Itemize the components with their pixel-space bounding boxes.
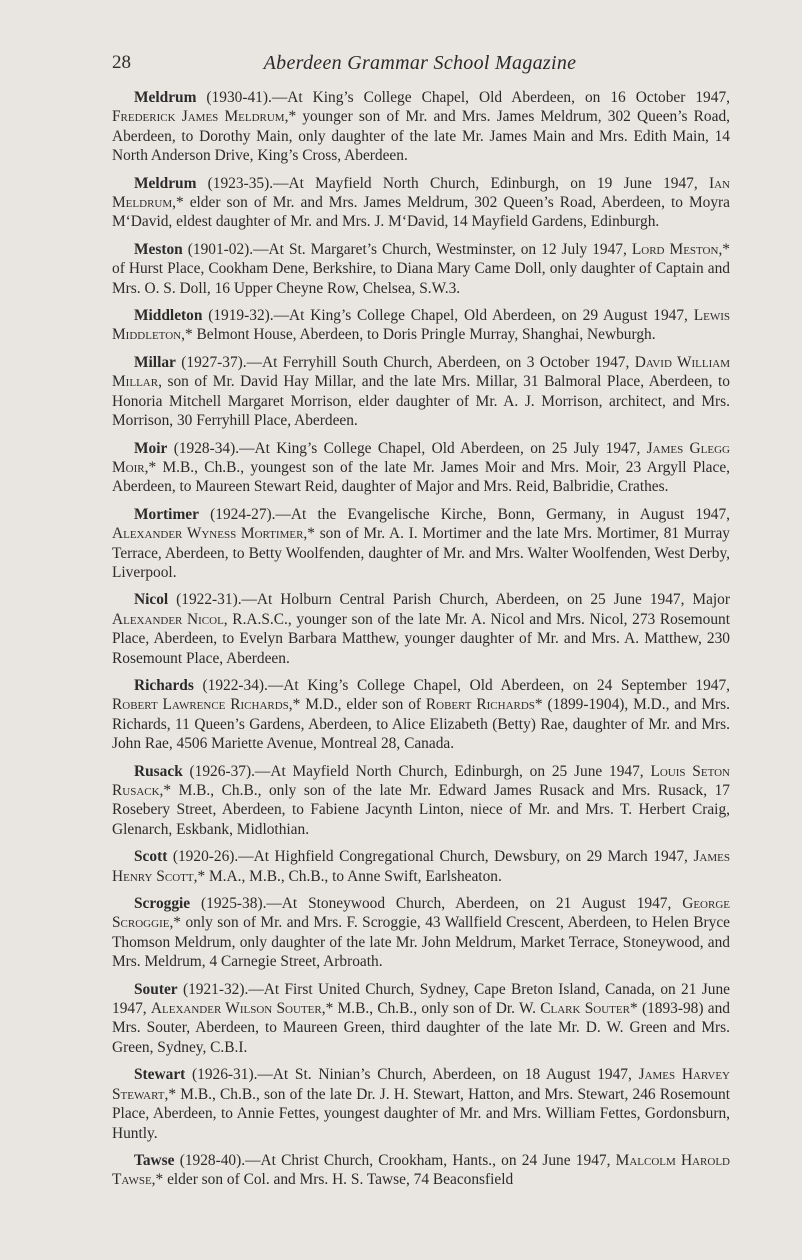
marriage-entry — [112, 353, 730, 431]
marriage-entry — [112, 980, 730, 1058]
entry-text: son of Mr. David Hay Millar, and the late Mrs. Millar, 31 Balmoral Place, Aberdeen, to Honoria Mitchell Margaret Morrison, elder daughter of Mr. A. J. Morrison, architect, and Mrs. Morrison, 30 Ferryhill Place, Aberdeen. — [112, 373, 730, 430]
person-name: James Henry Scott, — [112, 848, 730, 885]
person-name: James Glegg Moir, — [112, 439, 730, 476]
entry-surname: Scroggie — [134, 895, 191, 913]
entry-text: (1928-40).—At Christ Church, Crookham, Hants., on 24 June 1947, — [174, 1151, 616, 1169]
person-name: Alexander Wyness Mortimer, — [112, 525, 308, 543]
entry-text: (1901-02).—At St. Margaret’s Church, Westminster, on 12 July 1947, — [182, 240, 632, 258]
marriage-entry — [112, 762, 730, 840]
entry-surname: Moir — [134, 439, 168, 457]
entry-text: * elder son of Col. and Mrs. H. S. Tawse, 74 Beaconsfield — [155, 1171, 514, 1189]
marriage-entry — [112, 174, 730, 232]
entry-text: * son of Mr. A. I. Mortimer and the late Mrs. Mortimer, 81 Murray Terrace, Aberdeen, to Betty Woolfenden, daughter of Mr. and Mrs. Walter Woolfenden, West Derby, Liverpool. — [112, 525, 730, 581]
person-name: Robert Richards — [425, 696, 535, 714]
entry-text: R.A.S.C., younger son of the late Mr. A. Nicol and Mrs. Nicol, 273 Rosemount Place, Aberdeen, to Evelyn Barbara Matthew, younger daughter of Mr. and Mrs. A. Matthew, 230 Rosemount Place, Aberdeen. — [112, 610, 730, 667]
entry-surname: Scott — [134, 848, 168, 866]
marriage-entry — [112, 240, 730, 298]
entry-surname: Tawse — [134, 1151, 175, 1169]
entry-text: * (1893-98) and Mrs. Souter, Aberdeen, to Maureen Green, third daughter of the late Mr. D. W. Green and Mrs. Green, Sydney, C.B.I. — [112, 1000, 730, 1056]
entry-surname: Meldrum — [134, 174, 197, 192]
entry-text: (1922-31).—At Holburn Central Parish Church, Aberdeen, on 25 June 1947, Major — [168, 591, 730, 609]
person-name: Clark Souter — [540, 1000, 630, 1018]
entry-text: * M.A., M.B., Ch.B., to Anne Swift, Earlsheaton. — [197, 867, 502, 885]
marriage-entry — [112, 847, 730, 886]
person-name: Malcolm Harold Tawse, — [112, 1151, 731, 1189]
person-name: Lord Meston, — [631, 240, 723, 258]
person-name: Lewis Middleton, — [112, 307, 730, 344]
entry-text: (1920-26).—At Highfield Congregational Church, Dewsbury, on 29 March 1947, — [167, 848, 694, 866]
entry-surname: Mortimer — [134, 505, 199, 523]
entry-surname: Souter — [134, 980, 178, 998]
marriage-entry — [112, 1151, 730, 1190]
marriage-entry — [112, 894, 730, 972]
entry-text: * M.B., Ch.B., son of the late Dr. J. H. Stewart, Hatton, and Mrs. Stewart, 246 Rosemount Place, Aberdeen, to Annie Fettes, youngest daughter of Mr. and Mrs. William Fettes, Gordonsburn, Huntly. — [112, 1085, 730, 1142]
person-name: David William Millar, — [112, 353, 730, 391]
person-name: James Harvey Stewart, — [112, 1066, 730, 1103]
entry-text: (1924-27).—At the Evangelische Kirche, Bonn, Germany, in August 1947, — [198, 505, 730, 523]
person-name: Alexander Wilson Souter, — [150, 1000, 326, 1018]
entry-text: (1930-41).—At King’s College Chapel, Old Aberdeen, on 16 October 1947, — [196, 89, 730, 106]
entry-surname: Rusack — [134, 762, 183, 780]
entry-text: (1923-35).—At Mayfield North Church, Edinburgh, on 19 June 1947, — [196, 174, 709, 192]
marriage-entry — [112, 1065, 730, 1143]
entry-text: (1927-37).—At Ferryhill South Church, Aberdeen, on 3 October 1947, — [175, 353, 635, 371]
entry-text: * Belmont House, Aberdeen, to Doris Pringle Murray, Shanghai, Newburgh. — [184, 326, 656, 344]
person-name: Frederick James Meldrum, — [112, 108, 289, 126]
page-header — [112, 52, 728, 82]
entry-surname: Stewart — [134, 1066, 186, 1084]
entry-surname: Meldrum — [134, 89, 197, 106]
marriage-entry — [112, 676, 730, 754]
marriage-entry — [112, 306, 730, 345]
entry-text: * M.B., Ch.B., only son of the late Mr. Edward James Rusack and Mrs. Rusack, 17 Rosebery Street, Aberdeen, to Fabiene Jacynth Linton, niece of Mr. and Mrs. T. Herbert Craig, Glenarch, Eskbank, Midlothian. — [112, 782, 730, 838]
entry-text: * younger son of Mr. and Mrs. James Meldrum, 302 Queen’s Road, Aberdeen, to Dorothy Main, only daughter of the late Mr. James Main and Mrs. Edith Main, 14 North Anderson Drive, King’s Cross, Aberdeen. — [112, 108, 730, 165]
entry-text: * M.B., Ch.B., youngest son of the late Mr. James Moir and Mrs. Moir, 23 Argyll Place, Aberdeen, to Maureen Stewart Reid, daughter of Major and Mrs. Reid, Balbridie, Crathes. — [112, 458, 730, 496]
entry-text: * of Hurst Place, Cookham Dene, Berkshire, to Diana Mary Came Doll, only daughter of Captain and Mrs. O. S. Doll, 16 Upper Cheyne Row, Chelsea, S.W.3. — [112, 240, 730, 297]
person-name: Louis Seton Rusack, — [112, 762, 730, 799]
entry-text: * (1899-1904), M.D., and Mrs. Richards, 11 Queen’s Gardens, Aberdeen, to Alice Elizabeth (Betty) Rae, daughter of Mr. and Mrs. John Rae, 4506 Mariette Avenue, Montreal 28, Canada. — [112, 696, 730, 753]
entry-text: (1928-34).—At King’s College Chapel, Old Aberdeen, on 25 July 1947, — [167, 439, 647, 457]
marriage-entry — [112, 505, 730, 583]
marriage-entries — [112, 88, 730, 1198]
entry-text: (1921-32).—At First United Church, Sydney, Cape Breton Island, Canada, on 21 June 1947, — [112, 980, 730, 1018]
entry-text: (1919-32).—At King’s College Chapel, Old Aberdeen, on 29 August 1947, — [202, 307, 694, 325]
entry-text: (1925-38).—At Stoneywood Church, Aberdeen, on 21 August 1947, — [190, 895, 683, 913]
entry-text: * M.B., Ch.B., only son of Dr. W. — [325, 1000, 541, 1018]
person-name: Alexander Nicol, — [112, 610, 228, 628]
entry-surname: Millar — [134, 353, 176, 371]
entry-text: * elder son of Mr. and Mrs. James Meldrum, 302 Queen’s Road, Aberdeen, to Moyra M‘David, eldest daughter of Mr. and Mrs. J. M‘David, 14 Mayfield Gardens, Edinburgh. — [112, 194, 730, 231]
entry-text: (1926-37).—At Mayfield North Church, Edinburgh, on 25 June 1947, — [182, 762, 651, 780]
entry-text: (1926-31).—At St. Ninian’s Church, Aberdeen, on 18 August 1947, — [185, 1066, 639, 1084]
marriage-entry — [112, 88, 730, 166]
entry-text: (1922-34).—At King’s College Chapel, Old Aberdeen, on 24 September 1947, — [193, 676, 730, 694]
person-name: George Scroggie, — [112, 895, 730, 932]
entry-text: * M.D., elder son of — [292, 696, 426, 714]
entry-surname: Nicol — [134, 591, 169, 609]
entry-surname: Meston — [134, 240, 183, 258]
person-name: Ian Meldrum, — [112, 174, 730, 212]
marriage-entry — [112, 590, 730, 668]
entry-surname: Middleton — [134, 307, 203, 325]
entry-surname: Richards — [134, 676, 194, 694]
page-number: 28 — [112, 52, 131, 73]
entry-text: * only son of Mr. and Mrs. F. Scroggie, 43 Wallfield Crescent, Aberdeen, to Helen Bryce Thomson Meldrum, only daughter of the late Mr. John Meldrum, Market Terrace, Stoneywood, and Mrs. Meldrum, 4 Carnegie Street, Arbroath. — [112, 914, 730, 971]
running-title: Aberdeen Grammar School Magazine — [263, 52, 577, 74]
marriage-entry — [112, 439, 730, 497]
person-name: Robert Lawrence Richards, — [112, 696, 293, 714]
